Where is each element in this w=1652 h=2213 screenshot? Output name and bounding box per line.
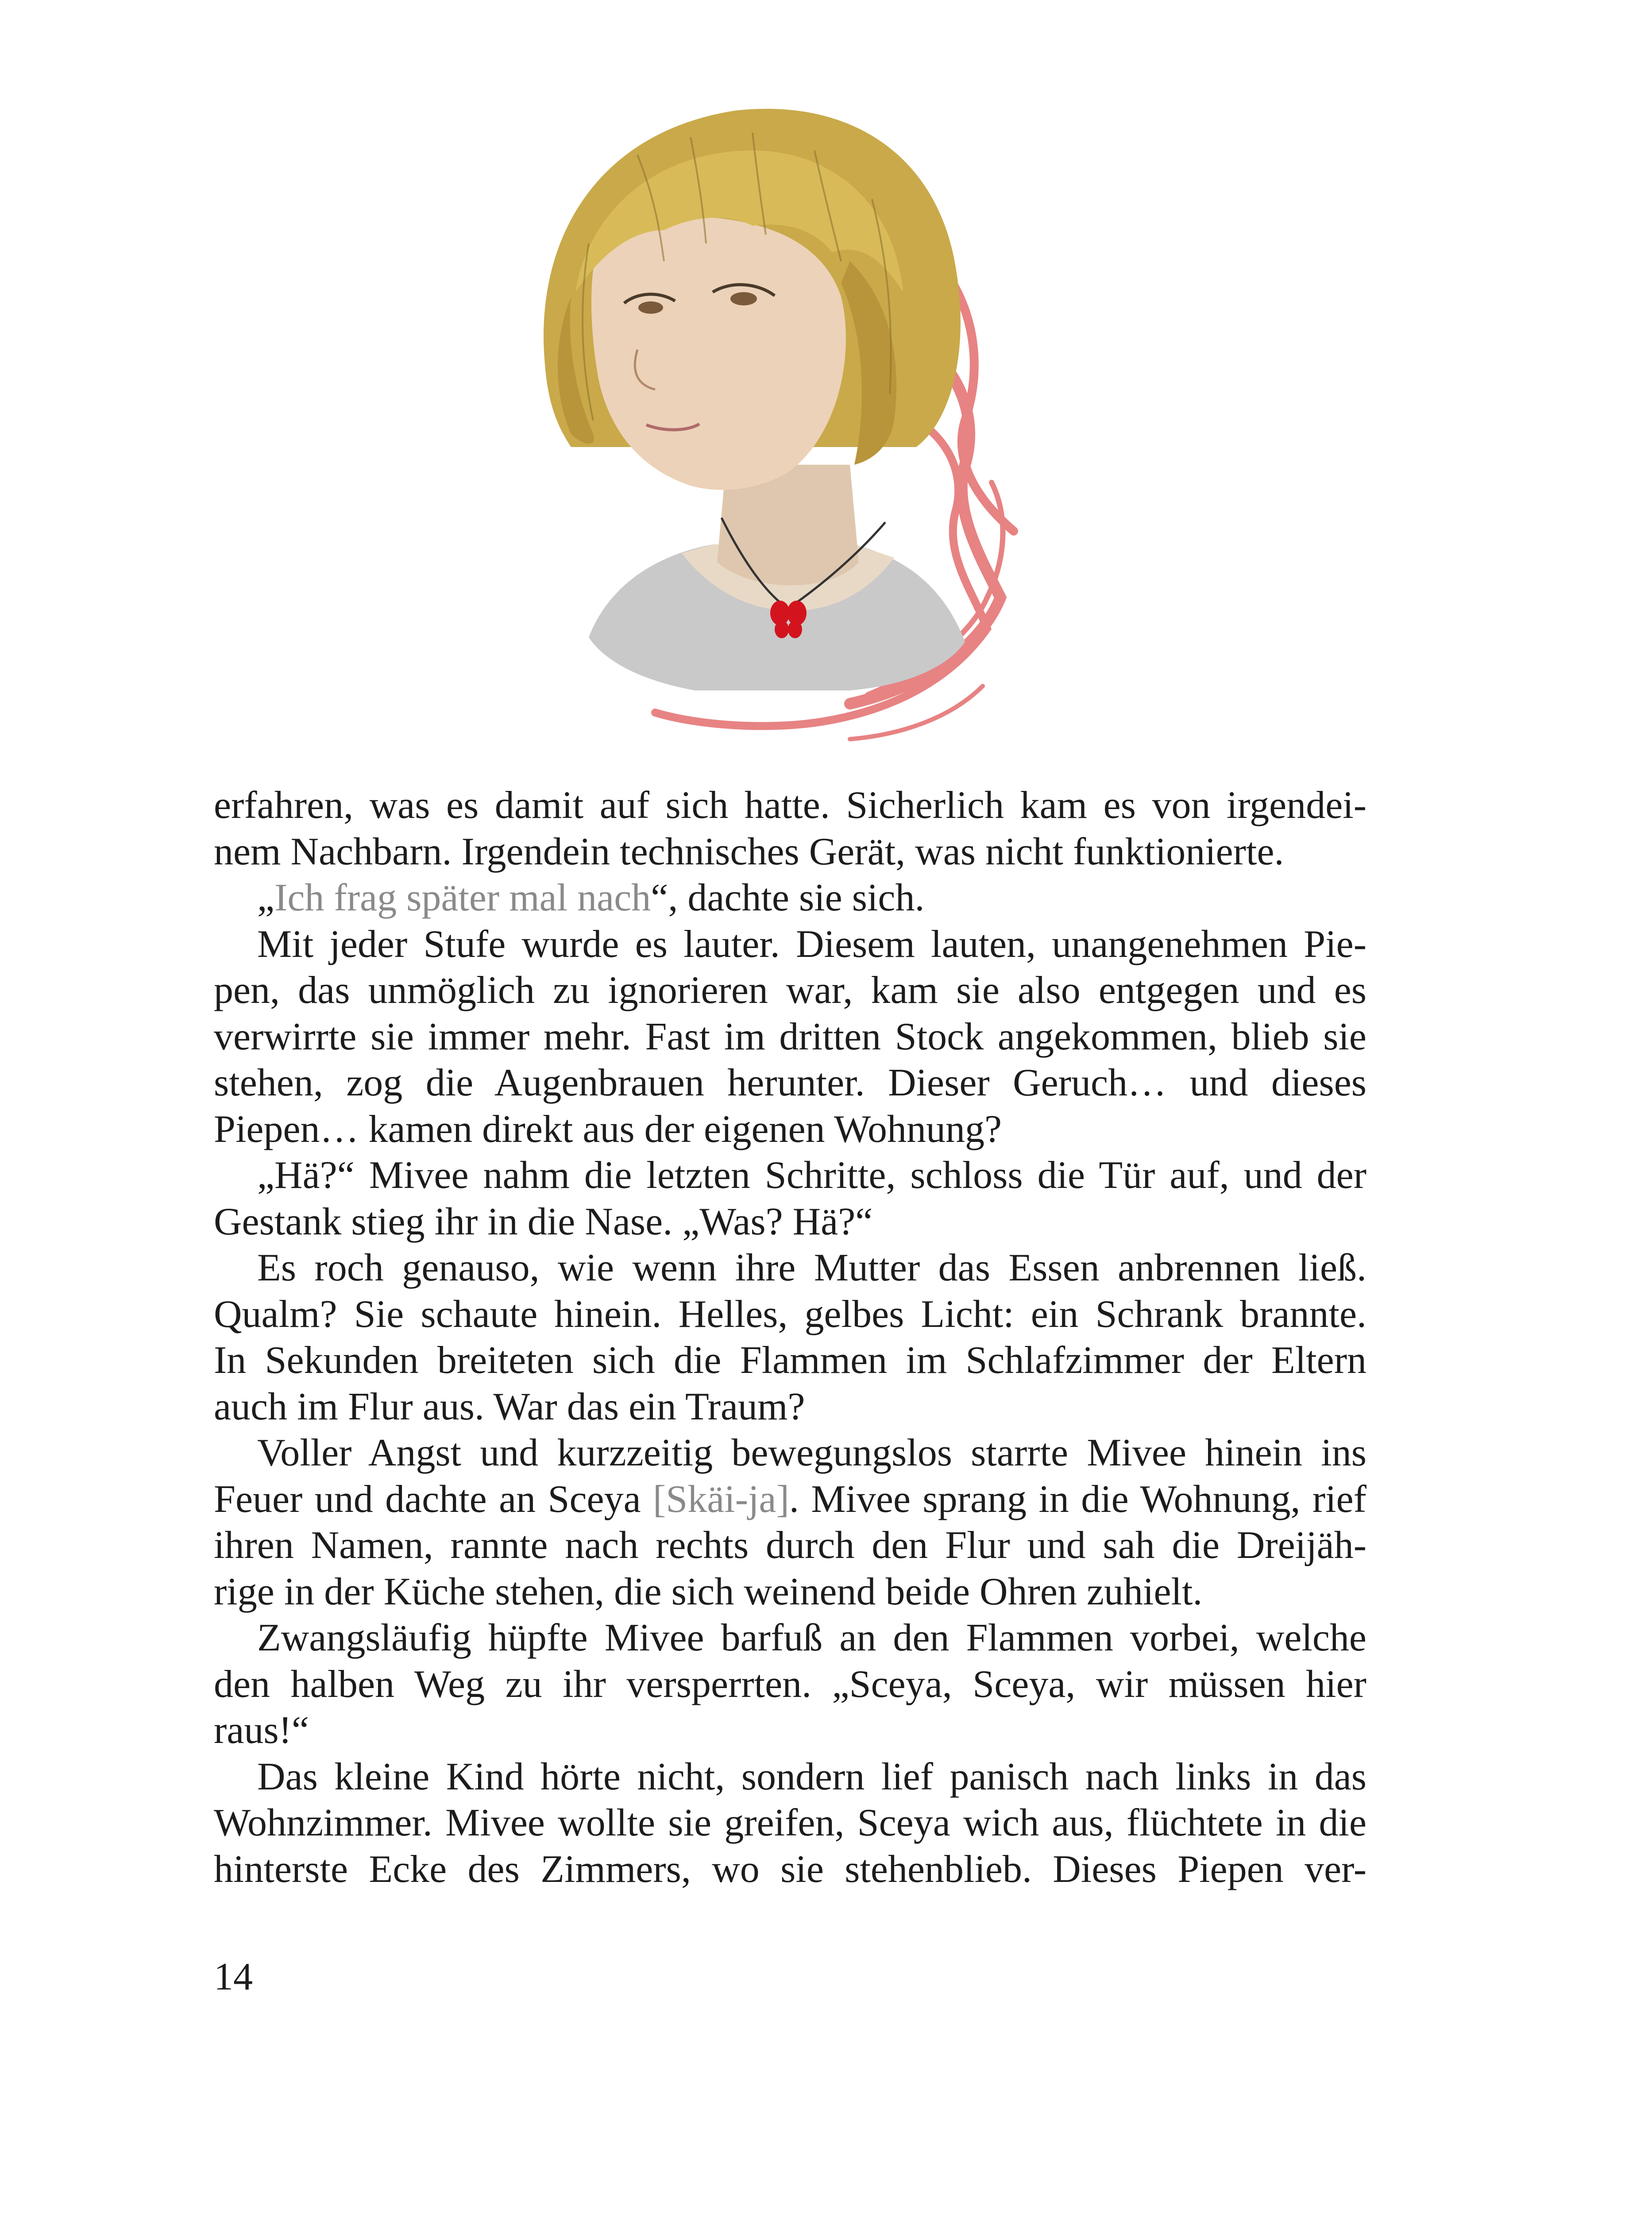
- text-line: [214, 875, 1366, 921]
- text-line: ihren Namen, rannte nach rechts durch den Flur und sah die Dreijäh-: [214, 1524, 1366, 1567]
- text-line: In Sekunden breiteten sich die Flammen im Schlafzimmer der Eltern: [214, 1339, 1366, 1382]
- text-line: raus!“: [214, 1709, 309, 1752]
- text-line: Wohnzimmer. Mivee wollte sie greifen, Sceya wich aus, flüchtete in die: [214, 1801, 1366, 1844]
- text-line: „Hä?“ Mivee nahm die letzten Schritte, schloss die Tür auf, und der: [257, 1154, 1366, 1197]
- page-number: 14: [214, 1955, 253, 1998]
- text-line: [214, 1477, 1366, 1523]
- text-line: Zwangsläufig hüpfte Mivee barfuß an den Flammen vorbei, welche: [257, 1616, 1366, 1659]
- text-line: Piepen… kamen direkt aus der eigenen Wohnung?: [214, 1107, 1002, 1151]
- text-line: auch im Flur aus. War das ein Traum?: [214, 1385, 805, 1428]
- text-line: Mit jeder Stufe wurde es lauter. Diesem lauten, unangenehmen Pie-: [257, 922, 1366, 966]
- text-line: Voller Angst und kurzzeitig bewegungslos starrte Mivee hinein ins: [257, 1431, 1366, 1474]
- line-text: “, dachte sie sich.: [651, 876, 925, 919]
- open-quote: „: [257, 876, 275, 919]
- text-line: rige in der Küche stehen, die sich weinend beide Ohren zuhielt.: [214, 1570, 1203, 1613]
- text-line: pen, das unmöglich zu ignorieren war, kam sie also entgegen und es: [214, 969, 1366, 1012]
- text-line: nem Nachbarn. Irgendein technisches Gerät, was nicht funktionierte.: [214, 830, 1284, 873]
- line-text: Feuer und dachte an Sceya: [214, 1477, 653, 1521]
- text-line: Qualm? Sie schaute hinein. Helles, gelbes Licht: ein Schrank brannte.: [214, 1292, 1366, 1336]
- pronunciation-hint: [Skäi-ja]: [653, 1477, 789, 1521]
- text-line: Es roch genauso, wie wenn ihre Mutter das Essen anbrennen ließ.: [257, 1246, 1366, 1289]
- line-text: . Mivee sprang in die Wohnung, rief: [789, 1477, 1366, 1521]
- text-line: den halben Weg zu ihr versperrten. „Sceya, Sceya, wir müssen hier: [214, 1662, 1366, 1706]
- text-line: hinterste Ecke des Zimmers, wo sie stehenblieb. Dieses Piepen ver-: [214, 1847, 1366, 1891]
- text-line: verwirrte sie immer mehr. Fast im dritten Stock angekommen, blieb sie: [214, 1015, 1366, 1058]
- text-line: Das kleine Kind hörte nicht, sondern lief panisch nach links in das: [257, 1755, 1366, 1798]
- text-line: erfahren, was es damit auf sich hatte. Sicherlich kam es von irgendei-: [214, 784, 1366, 827]
- text-line: Gestank stieg ihr in die Nase. „Was? Hä?“: [214, 1200, 873, 1243]
- thought-text: Ich frag später mal nach: [274, 876, 651, 919]
- portrait-illustration: [505, 84, 1098, 766]
- body-text: [214, 783, 1366, 1893]
- text-line: stehen, zog die Augenbrauen herunter. Dieser Geruch… und dieses: [214, 1061, 1366, 1104]
